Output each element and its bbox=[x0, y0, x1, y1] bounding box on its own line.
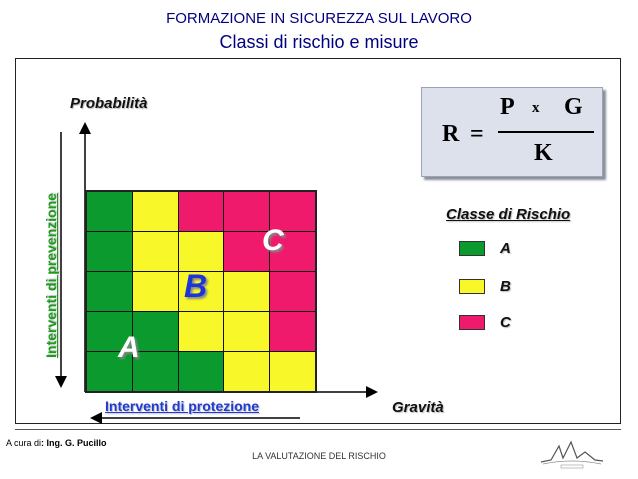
matrix-cell-c bbox=[270, 272, 316, 312]
matrix-cell-c bbox=[178, 191, 224, 232]
matrix-cell-b bbox=[132, 232, 178, 272]
footer-title: LA VALUTAZIONE DEL RISCHIO bbox=[252, 451, 386, 461]
slide-title: Classi di rischio e misure bbox=[219, 32, 419, 52]
legend-label-c: C bbox=[500, 314, 511, 331]
zone-label-c: C bbox=[262, 224, 284, 257]
prevention-measures-label: Interventi di prevenzione bbox=[43, 193, 59, 358]
legend-title: Classe di Rischio bbox=[446, 206, 571, 223]
footer-author-prefix: A cura di bbox=[6, 438, 42, 448]
legend-label-a: A bbox=[500, 240, 511, 257]
legend-swatch-c bbox=[459, 315, 485, 330]
matrix-cell-b bbox=[270, 352, 316, 393]
matrix-cell-a bbox=[86, 272, 132, 312]
logo-icon bbox=[537, 434, 607, 470]
protection-measures-label: Interventi di protezione bbox=[105, 398, 260, 414]
legend-swatch-a bbox=[459, 241, 485, 256]
matrix-cell-b bbox=[224, 312, 270, 352]
footer-author-name: : Ing. G. Pucillo bbox=[41, 438, 107, 448]
footer-author bbox=[6, 438, 107, 448]
matrix-cell-b bbox=[224, 272, 270, 312]
formula-r: R bbox=[442, 121, 460, 147]
probability-axis-label: Probabilità bbox=[70, 95, 148, 112]
header-subtitle: FORMAZIONE IN SICUREZZA SUL LAVORO bbox=[166, 10, 472, 27]
matrix-cell-c bbox=[270, 312, 316, 352]
formula-k: K bbox=[534, 140, 553, 166]
matrix-cell-a bbox=[86, 191, 132, 232]
gravity-axis-label: Gravità bbox=[392, 399, 444, 416]
formula-g: G bbox=[564, 94, 583, 120]
zone-label-a: A bbox=[118, 331, 140, 364]
footer-divider bbox=[15, 429, 621, 430]
zone-label-b: B bbox=[184, 268, 208, 304]
formula-times: x bbox=[532, 100, 540, 116]
risk-formula bbox=[421, 87, 603, 177]
matrix-cell-b bbox=[132, 191, 178, 232]
formula-p: P bbox=[500, 94, 515, 120]
matrix-cell-b bbox=[224, 352, 270, 393]
matrix-cell-b bbox=[132, 272, 178, 312]
fraction-bar bbox=[498, 131, 594, 133]
legend-swatch-b bbox=[459, 279, 485, 294]
legend-label-b: B bbox=[500, 278, 511, 295]
matrix-cell-a bbox=[86, 232, 132, 272]
matrix-cell-a bbox=[178, 352, 224, 393]
matrix-cell-b bbox=[178, 312, 224, 352]
formula-equals: = bbox=[470, 121, 484, 147]
matrix-cell-b bbox=[178, 232, 224, 272]
